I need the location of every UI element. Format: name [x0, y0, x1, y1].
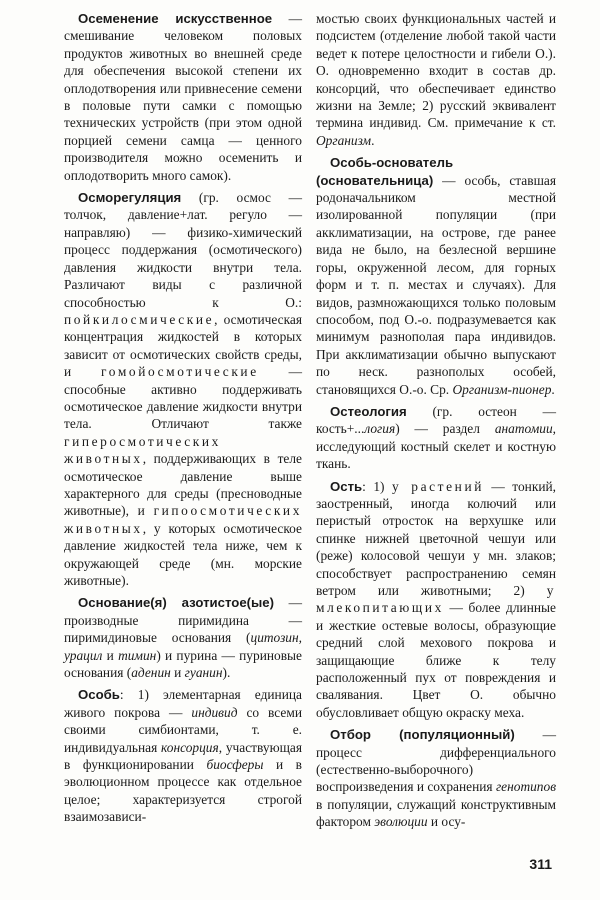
spaced-term: гипоосмотических животных: [64, 503, 302, 536]
definition-text: , осмотическая концентрация жидкостей в которых зависит от осмотических свойств среды, и: [64, 311, 302, 380]
headword: Особь-основатель (основательница): [316, 155, 454, 188]
definition-text: и в эволюционном процессе как отдельное целое; характеризуется строгой взаимозависи-: [64, 757, 302, 825]
definition-text: в популяции, служащий конструктивным фактором: [316, 796, 556, 830]
definition-text: и: [170, 665, 185, 681]
italic-term: аденин: [131, 665, 171, 681]
definition-text: и осу-: [427, 814, 466, 830]
definition-text: — более длинные и жесткие остевые волосы, образующие средний слой мехового покрова и защищающие ближе к телу расположенный пух от повреждения и свалявания. Цвет О. обычно обусловливает общую окраску меха.: [316, 600, 556, 720]
italic-term: биосферы: [206, 757, 264, 773]
italic-term: гуанин: [184, 665, 223, 681]
entry-otbor: [316, 726, 556, 830]
entry-osemenenie: [64, 10, 302, 184]
definition-text: ).: [222, 665, 231, 681]
definition-text: , участвующая в функционировании: [64, 739, 302, 773]
spaced-term: пойкилосмические: [64, 311, 215, 327]
italic-term: эволюции: [374, 814, 428, 830]
headword: Осеменение искусственное: [78, 11, 273, 26]
italic-term: консорция: [161, 739, 219, 755]
headword: Основание(я) азотистое(ые): [78, 595, 275, 611]
spaced-term: гиперосмотических животных: [64, 433, 221, 467]
headword: Ость: [330, 478, 363, 494]
definition-text: ) и пурина — пуриновые основания (: [64, 647, 302, 681]
page-number: 311: [529, 856, 552, 872]
definition-text: : 1): [362, 478, 392, 494]
headword: Остеология: [330, 403, 407, 419]
italic-term: Организм: [316, 132, 372, 148]
definition-text: — смешивание человеком половых продуктов животных во внешней среде для обеспечения высокой степени их оплодотворения или привнесение семени в половые пути самки с помощью технических устройств (при этом одной порцией семени самца — ценного производителя можно осеменить и оплодотворить много самок).: [64, 11, 302, 183]
italic-term: индивид: [191, 704, 238, 720]
entry-ost: [316, 478, 556, 722]
right-column: [316, 10, 556, 836]
entry-osmoregulyatsiya: [64, 189, 302, 589]
italic-term: Организм-пионер: [452, 381, 552, 397]
entry-osnovanie: [64, 594, 302, 681]
definition-text: — процесс дифференциального (естественно-выборочного) воспроизведения и сохранения: [316, 727, 556, 795]
italic-term: логия: [364, 421, 396, 437]
definition-text: : 1) элементарная единица живого покрова —: [64, 687, 302, 720]
entry-osob-continued: [316, 10, 556, 149]
headword: Осморегуляция: [78, 190, 182, 206]
italic-term: анатомии: [494, 421, 553, 437]
definition-text: со всеми своими симбионтами, т. е. индивидуальная: [64, 704, 302, 755]
definition-text: (гр. остеон — кость+...: [316, 403, 556, 437]
spaced-term: у растений: [391, 478, 484, 494]
definition-text: мостью своих функциональных частей и подсистем (отделение любой такой части ведет к потере целостности и гибели О.). О. одновременно входит в состав др. консорций, что обеспечивает единство жизни на Земле; 2) русский эквивалент термина индивид. См. примечание к ст.: [316, 11, 556, 131]
italic-term: цитозин, урацил: [64, 630, 302, 663]
headword: Особь: [78, 687, 120, 703]
italic-term: тимин: [118, 647, 157, 663]
definition-text: и: [102, 647, 119, 663]
definition-text: — тонкий, заостренный, иногда колючий или перистый отросток на верхушке или спинке нижней цветочной чешуи или (реже) колосовой чешуи у мн. злаков; способствует распространению семян ветром или животными; 2): [316, 478, 556, 598]
definition-text: ) — раздел: [395, 421, 495, 437]
left-column: [64, 10, 302, 831]
definition-text: , поддерживающих в теле осмотическое давление выше характерного для среды (пресноводные животные), и: [64, 451, 302, 519]
headword: Отбор (популяционный): [330, 727, 515, 743]
definition-text: , у которых осмотическое давление жидкостей тела ниже, чем к окружающей среде (мн. морские животные).: [64, 520, 302, 588]
italic-term: генотипов: [495, 779, 557, 795]
entry-osob-osnovatel: [316, 154, 556, 398]
definition-text: — особь, ставшая родоначальником местной изолированной популяции (при акклиматизации, на острове, где ранее вида не было, на безлесной вершине горы, окруженной лесом, для горных форм и т. п. местах и случаях). Для видов, размножающихся только половым способом, под О.-о. подразумевается как минимум разнополая пара индивидов. При акклиматизации обычно выпускают по неск. разнополых особей, становящихся О.-о. Ср.: [316, 172, 556, 397]
entry-osteologiya: [316, 403, 556, 473]
definition-text: , исследующий костный скелет и костную ткань.: [316, 421, 556, 472]
definition-text: — производные пиримидина — пиримидиновые основания (: [64, 595, 302, 646]
spaced-term: гомойосмотические: [101, 364, 259, 380]
definition-text: .: [371, 132, 375, 148]
spaced-term: у млекопитающих: [316, 583, 556, 616]
definition-text: — способные активно поддерживать осмотическое давление жидкости внутри тела. Отличают также: [64, 364, 302, 432]
definition-text: (гр. осмос — толчок, давление+лат. регуло — направляю) — физико-химический процесс поддержания (осмотического) давления жидкости внутри тела. Различают виды с различной способностью к О.:: [64, 190, 302, 310]
entry-osob: [64, 686, 302, 825]
definition-text: .: [551, 381, 555, 397]
